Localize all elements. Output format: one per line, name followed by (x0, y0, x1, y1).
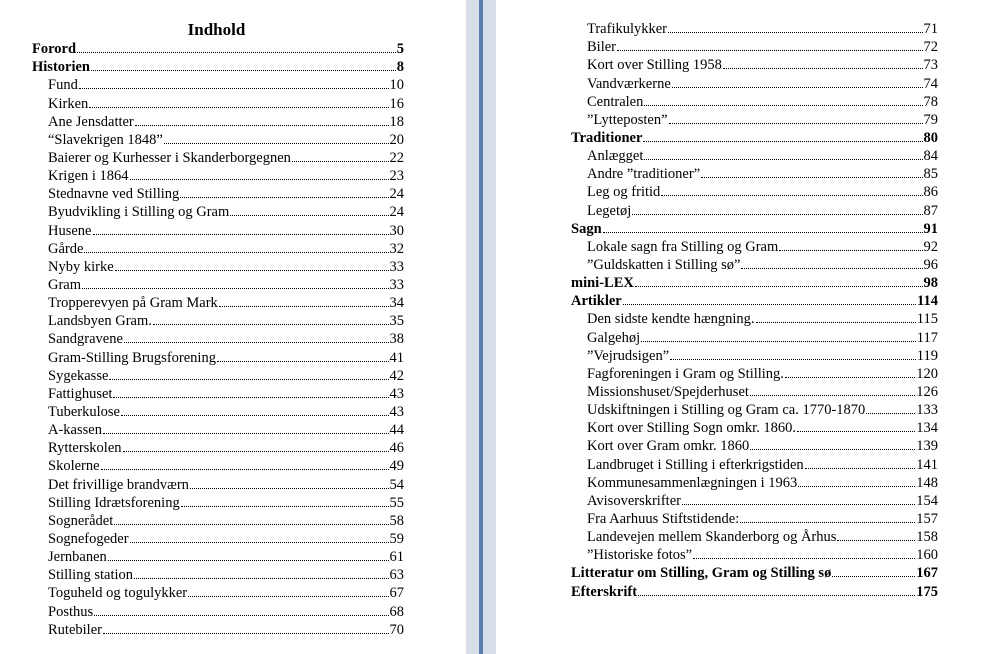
toc-dot-leader (670, 359, 916, 360)
toc-page-number: 114 (917, 293, 938, 310)
toc-entry-title: Gram-Stilling Brugsforening (48, 349, 216, 366)
toc-entry (571, 546, 938, 564)
toc-page-number: 117 (916, 329, 938, 346)
toc-entry (571, 238, 938, 256)
toc-entry-title: Missionshuset/Spejderhuset (587, 383, 749, 400)
toc-entry-title: Det frivillige brandværn (48, 476, 189, 493)
toc-dot-leader (741, 268, 922, 269)
toc-page-number: 33 (389, 276, 404, 293)
toc-entry-title: ”Guldskatten i Stilling sø” (587, 256, 741, 273)
toc-entry (571, 74, 938, 92)
toc-entry-title: Kort over Stilling 1958 (587, 57, 722, 74)
toc-entry (571, 401, 938, 419)
toc-dot-leader (153, 324, 389, 325)
toc-page-number: 79 (923, 111, 938, 128)
toc-page-number: 120 (916, 365, 938, 382)
toc-entry (32, 330, 404, 348)
toc-page-number: 46 (389, 440, 404, 457)
toc-page-number: 30 (389, 222, 404, 239)
toc-entry-title: Kort over Stilling Sogn omkr. 1860. (587, 420, 797, 437)
toc-entry-title: Historien (32, 59, 90, 76)
toc-dot-leader (84, 252, 388, 253)
toc-heading-entry (571, 274, 938, 292)
toc-page-number: 20 (389, 131, 404, 148)
toc-page-number: 67 (389, 585, 404, 602)
toc-dot-leader (217, 361, 389, 362)
toc-dot-leader (797, 431, 915, 432)
toc-page-number: 86 (923, 184, 938, 201)
right-page (496, 0, 987, 654)
toc-entry (571, 474, 938, 492)
toc-entry-title: Landsbyen Gram. (48, 313, 152, 330)
toc-entry (32, 240, 404, 258)
toc-page-number: 33 (389, 258, 404, 275)
toc-page-number: 126 (916, 383, 938, 400)
toc-entry-title: ”Vejrudsigen” (587, 347, 670, 364)
toc-entry-title: Nyby kirke (48, 258, 114, 275)
toc-entry (571, 328, 938, 346)
toc-entry (32, 149, 404, 167)
toc-entry (32, 294, 404, 312)
toc-entry-title: Tropperevyen på Gram Mark (48, 295, 218, 312)
toc-entry (571, 165, 938, 183)
toc-entry-title: Fattighuset (48, 385, 113, 402)
toc-entry (571, 201, 938, 219)
toc-page-number: 5 (396, 41, 404, 58)
toc-page-number: 96 (923, 256, 938, 273)
toc-dot-leader (93, 234, 389, 235)
toc-page-number: 34 (389, 295, 404, 312)
toc-page-number: 54 (389, 476, 404, 493)
toc-dot-leader (617, 50, 923, 51)
toc-page-number: 42 (389, 367, 404, 384)
toc-dot-leader (643, 141, 922, 142)
toc-entry (571, 38, 938, 56)
toc-entry (571, 437, 938, 455)
toc-page-number: 63 (389, 567, 404, 584)
toc-entry-title: Gram (48, 276, 82, 293)
toc-entry (32, 167, 404, 185)
toc-entry (571, 111, 938, 129)
toc-page-number: 18 (389, 113, 404, 130)
toc-dot-leader (113, 397, 388, 398)
toc-entry (32, 621, 404, 639)
toc-page-number: 91 (923, 220, 938, 237)
toc-dot-leader (109, 379, 388, 380)
toc-entry-title: Litteratur om Stilling, Gram og Stilling sø (571, 565, 832, 582)
toc-entry (32, 113, 404, 131)
toc-page-number: 78 (923, 93, 938, 110)
toc-heading-entry (571, 582, 938, 600)
toc-entry-title: Anlægget (587, 148, 644, 165)
toc-page-number: 115 (916, 311, 938, 328)
toc-dot-leader (230, 215, 388, 216)
toc-heading-entry (32, 58, 404, 76)
toc-page-number: 23 (389, 168, 404, 185)
toc-entry-title: Husene (48, 222, 92, 239)
toc-entry (32, 203, 404, 221)
toc-dot-leader (181, 506, 389, 507)
toc-dot-leader (750, 395, 915, 396)
toc-page-number: 139 (916, 438, 938, 455)
toc-entry-title: Ane Jensdatter (48, 113, 134, 130)
toc-entry (32, 403, 404, 421)
toc-page-number: 133 (916, 402, 938, 419)
toc-entry-title: Traditioner (571, 129, 643, 146)
toc-page-number: 55 (389, 494, 404, 511)
toc-dot-leader (641, 341, 916, 342)
toc-dot-leader (623, 304, 916, 305)
toc-title: Indhold (187, 20, 246, 39)
toc-dot-leader (115, 270, 389, 271)
toc-page-number: 41 (389, 349, 404, 366)
toc-entry-title: Sagn (571, 220, 602, 237)
toc-dot-leader (180, 197, 388, 198)
toc-page-number: 85 (923, 166, 938, 183)
toc-heading-entry (571, 292, 938, 310)
toc-dot-leader (89, 107, 388, 108)
left-page (0, 0, 466, 654)
toc-dot-leader (79, 88, 389, 89)
toc-entry (32, 131, 404, 149)
toc-entry (32, 385, 404, 403)
toc-entry (571, 419, 938, 437)
toc-page-number: 148 (916, 474, 938, 491)
toc-page-number: 10 (389, 77, 404, 94)
toc-entry (571, 510, 938, 528)
toc-entry (571, 183, 938, 201)
toc-entry (571, 310, 938, 328)
toc-dot-leader (103, 433, 389, 434)
toc-dot-leader (832, 576, 915, 577)
toc-entry-title: Landbruget i Stilling i efterkrigstiden (587, 456, 804, 473)
toc-entry (571, 256, 938, 274)
toc-page-number: 141 (916, 456, 938, 473)
toc-entry-title: Posthus (48, 603, 94, 620)
toc-heading-entry (571, 220, 938, 238)
toc-entry-title: Legetøj (587, 202, 632, 219)
toc-page-number: 22 (389, 149, 404, 166)
toc-page-number: 71 (923, 21, 938, 38)
toc-entry-title: Gårde (48, 240, 84, 257)
toc-heading-entry (571, 564, 938, 582)
toc-entry-title: Sygekasse (48, 367, 109, 384)
toc-entry-title: Kort over Gram omkr. 1860 (587, 438, 750, 455)
toc-page-number: 43 (389, 403, 404, 420)
toc-dot-leader (837, 540, 915, 541)
toc-page-number: 74 (923, 75, 938, 92)
toc-entry (32, 76, 404, 94)
toc-page-number: 68 (389, 603, 404, 620)
toc-entry-title: Fra Aarhuus Stiftstidende: (587, 510, 740, 527)
toc-entry (571, 528, 938, 546)
toc-dot-leader (101, 469, 389, 470)
toc-dot-leader (632, 214, 922, 215)
toc-entry-title: Sognefogeder (48, 530, 129, 547)
toc-entry-title: Biler (587, 39, 616, 56)
toc-entry (32, 566, 404, 584)
toc-dot-leader (94, 615, 388, 616)
toc-entry-title: “Slavekrigen 1848” (48, 131, 163, 148)
toc-entry-title: Trafikulykker (587, 21, 668, 38)
toc-dot-leader (644, 159, 922, 160)
toc-entry (571, 56, 938, 74)
toc-dot-leader (672, 87, 923, 88)
toc-dot-leader (723, 68, 923, 69)
toc-dot-leader (693, 558, 915, 559)
toc-entry-title: Udskiftningen i Stilling og Gram ca. 1770-1870 (587, 402, 866, 419)
toc-entry-title: Stilling station (48, 567, 133, 584)
toc-page-number: 87 (923, 202, 938, 219)
toc-page-number: 119 (916, 347, 938, 364)
toc-entry-title: Kirken (48, 95, 89, 112)
toc-dot-leader (123, 451, 389, 452)
toc-page-number: 73 (923, 57, 938, 74)
toc-dot-leader (740, 522, 915, 523)
toc-dot-leader (103, 633, 389, 634)
toc-entry (32, 94, 404, 112)
toc-page-number: 134 (916, 420, 938, 437)
toc-dot-leader (779, 250, 922, 251)
toc-entry (571, 20, 938, 38)
toc-page-number: 160 (916, 547, 938, 564)
toc-entry-title: Krigen i 1864 (48, 168, 129, 185)
toc-page-number: 43 (389, 385, 404, 402)
toc-page-number: 84 (923, 148, 938, 165)
toc-entry (32, 475, 404, 493)
toc-dot-leader (130, 179, 389, 180)
toc-entry-title: Rutebiler (48, 621, 102, 638)
toc-dot-leader (661, 195, 922, 196)
toc-page-number: 98 (923, 275, 938, 292)
toc-entry-title: Stednavne ved Stilling (48, 186, 180, 203)
toc-page-number: 167 (916, 565, 938, 582)
toc-entry (571, 93, 938, 111)
toc-entry-title: A-kassen (48, 422, 102, 439)
toc-dot-leader (644, 105, 922, 106)
toc-entry (32, 530, 404, 548)
toc-page-number: 8 (396, 59, 404, 76)
toc-entry-title: Leg og fritid (587, 184, 661, 201)
toc-dot-leader (134, 578, 389, 579)
toc-heading-entry (32, 40, 404, 58)
toc-entry (32, 221, 404, 239)
toc-page-number: 16 (389, 95, 404, 112)
toc-entry (571, 492, 938, 510)
toc-entry (32, 602, 404, 620)
toc-dot-leader (785, 377, 915, 378)
toc-dot-leader (292, 161, 389, 162)
toc-dot-leader (750, 449, 915, 450)
toc-page-number: 70 (389, 621, 404, 638)
toc-page-number: 44 (389, 422, 404, 439)
toc-dot-leader (701, 177, 922, 178)
toc-page-number: 175 (916, 583, 938, 600)
toc-entry (32, 312, 404, 330)
toc-page-number: 157 (916, 510, 938, 527)
toc-page-number: 24 (389, 204, 404, 221)
toc-dot-leader (635, 286, 923, 287)
toc-page-number: 58 (389, 512, 404, 529)
toc-entry-title: Fund (48, 77, 78, 94)
toc-dot-leader (130, 542, 389, 543)
toc-dot-leader (135, 125, 389, 126)
page-gutter (466, 0, 496, 654)
toc-entry (32, 457, 404, 475)
toc-entry (32, 185, 404, 203)
toc-entry (571, 347, 938, 365)
toc-dot-leader (164, 143, 389, 144)
toc-entry-title: Toguheld og togulykker (48, 585, 188, 602)
toc-entry (32, 494, 404, 512)
toc-dot-leader (219, 306, 389, 307)
toc-entry (32, 548, 404, 566)
toc-dot-leader (188, 596, 388, 597)
toc-entry (32, 584, 404, 602)
toc-entry-title: Stilling Idrætsforening (48, 494, 180, 511)
toc-entry (32, 276, 404, 294)
toc-page-number: 154 (916, 492, 938, 509)
toc-page-number: 61 (389, 549, 404, 566)
toc-dot-leader (114, 524, 388, 525)
toc-heading-entry (571, 129, 938, 147)
toc-dot-leader (77, 52, 396, 53)
toc-list-right (571, 20, 938, 601)
toc-entry-title: ”Historiske fotos” (587, 547, 693, 564)
toc-page-number: 80 (923, 129, 938, 146)
toc-entry-title: Avisoverskrifter (587, 492, 681, 509)
toc-entry-title: Rytterskolen (48, 440, 122, 457)
toc-entry-title: Forord (32, 41, 77, 58)
toc-entry (571, 383, 938, 401)
toc-entry (32, 348, 404, 366)
toc-entry-title: Sognerådet (48, 512, 114, 529)
toc-entry-title: Andre ”traditioner” (587, 166, 701, 183)
toc-dot-leader (124, 342, 389, 343)
toc-entry-title: Byudvikling i Stilling og Gram (48, 204, 230, 221)
toc-entry (32, 439, 404, 457)
toc-entry (32, 512, 404, 530)
toc-entry-title: Tuberkulose (48, 403, 120, 420)
toc-entry-title: Kommunesammenlægningen i 1963 (587, 474, 798, 491)
toc-entry-title: ”Lytteposten” (587, 111, 668, 128)
toc-entry-title: Efterskrift (571, 583, 638, 600)
toc-dot-leader (668, 32, 922, 33)
toc-entry-title: Sandgravene (48, 331, 123, 348)
toc-page-number: 38 (389, 331, 404, 348)
toc-page-number: 92 (923, 238, 938, 255)
toc-page-number: 24 (389, 186, 404, 203)
toc-page-number: 35 (389, 313, 404, 330)
toc-dot-leader (603, 232, 923, 233)
toc-dot-leader (91, 70, 396, 71)
toc-entry-title: mini-LEX (571, 275, 634, 292)
toc-dot-leader (756, 322, 916, 323)
toc-dot-leader (82, 288, 388, 289)
toc-dot-leader (190, 488, 389, 489)
toc-entry-title: Den sidste kendte hængning. (587, 311, 755, 328)
toc-entry-title: Lokale sagn fra Stilling og Gram (587, 238, 779, 255)
toc-entry-title: Artikler (571, 293, 622, 310)
toc-dot-leader (669, 123, 923, 124)
toc-entry (571, 147, 938, 165)
toc-entry (32, 421, 404, 439)
toc-page-number: 158 (916, 529, 938, 546)
toc-dot-leader (682, 504, 915, 505)
toc-entry-title: Baierer og Kurhesser i Skanderborgegnen (48, 149, 291, 166)
toc-page-number: 32 (389, 240, 404, 257)
toc-entry (32, 258, 404, 276)
toc-entry-title: Centralen (587, 93, 644, 110)
toc-entry-title: Fagforeningen i Gram og Stilling. (587, 365, 784, 382)
toc-entry-title: Vandværkerne (587, 75, 671, 92)
toc-page-number: 49 (389, 458, 404, 475)
toc-entry-title: Skolerne (48, 458, 100, 475)
toc-entry (571, 365, 938, 383)
toc-page-number: 59 (389, 530, 404, 547)
toc-dot-leader (798, 486, 915, 487)
toc-list-left (32, 40, 404, 639)
toc-dot-leader (805, 468, 916, 469)
toc-entry (571, 455, 938, 473)
toc-dot-leader (638, 595, 915, 596)
toc-entry-title: Jernbanen (48, 549, 107, 566)
toc-entry (32, 367, 404, 385)
toc-dot-leader (866, 413, 915, 414)
toc-entry-title: Landevejen mellem Skanderborg og Århus (587, 529, 837, 546)
toc-entry-title: Galgehøj (587, 329, 641, 346)
toc-dot-leader (121, 415, 389, 416)
toc-dot-leader (108, 560, 389, 561)
toc-page-number: 72 (923, 39, 938, 56)
